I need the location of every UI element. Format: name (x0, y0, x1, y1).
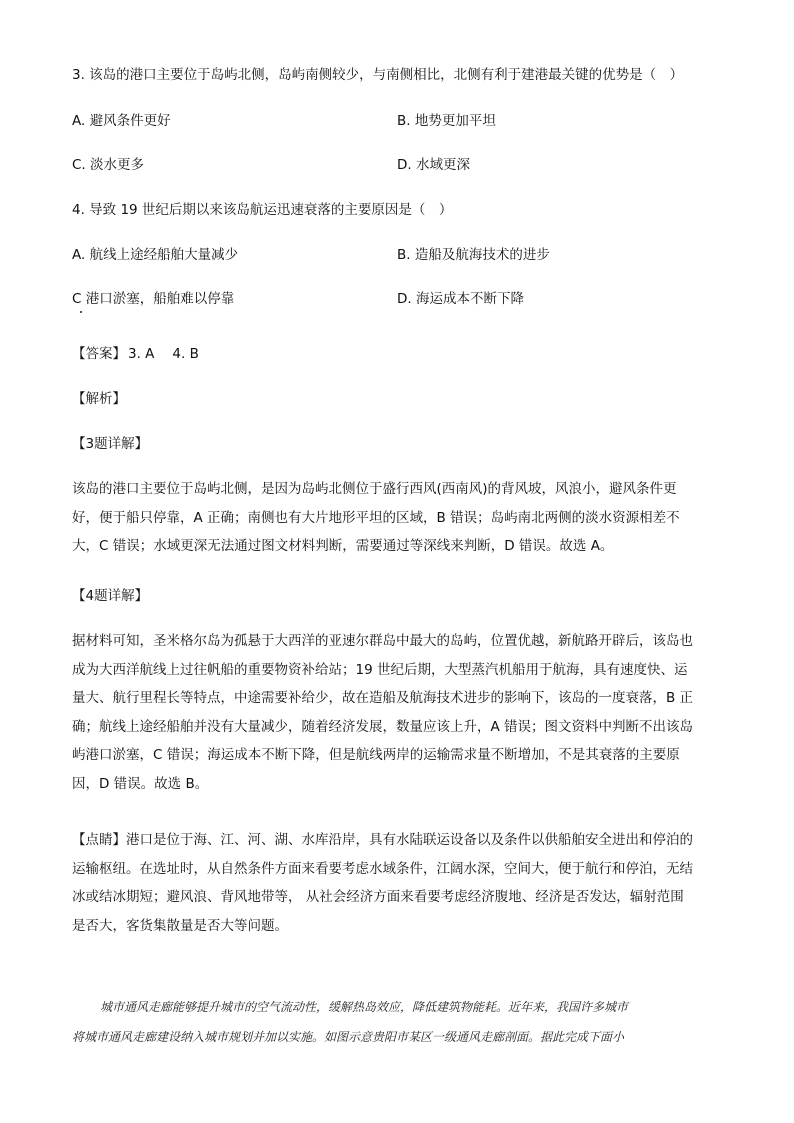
analysis-tag: 【解析】 (72, 391, 126, 407)
q4-option-d: D. 海运成本不断下降 (397, 291, 524, 307)
stray-dot (80, 311, 82, 313)
question-4-stem: 4. 导致 19 世纪后期以来该岛航运迅速衰落的主要原因是（ ） (72, 202, 453, 218)
tip-line-first (72, 826, 722, 855)
tip-tag: 【点睛】 (72, 832, 126, 848)
question-3-stem: 3. 该岛的港口主要位于岛屿北侧，岛屿南侧较少，与南侧相比，北侧有利于建港最关键的优势是（ ） (72, 67, 684, 83)
q4-option-a: A. 航线上途经船舶大量减少 (72, 247, 239, 263)
tip-line: 港口是位于海、江、河、湖、水库沿岸，具有水陆联运设备以及条件以供船舶安全进出和停泊的 (126, 832, 693, 848)
detail-4-line: 成为大西洋航线上过往帆船的重要物资补给站；19 世纪后期，大型蒸汽机船用于航海，具有速度快、运 (72, 661, 688, 678)
detail-3-line: 该岛的港口主要位于岛屿北侧，是因为岛屿北侧位于盛行西风(西南风)的背风坡，风浪小，避风条件更 (72, 481, 677, 497)
detail-4-line: 据材料可知，圣米格尔岛为孤悬于大西洋的亚速尔群岛中最大的岛屿，位置优越，新航路开辟后，该岛也 (72, 633, 693, 649)
tip-line: 运输枢纽。在选址时，从自然条件方面来看要考虑水域条件，江阔水深，空间大，便于航行和停泊，无结 (72, 860, 693, 877)
detail-3-paragraph (72, 475, 722, 561)
detail-4-tag: 【4题详解】 (72, 588, 149, 604)
q3-option-d: D. 水域更深 (397, 157, 470, 173)
detail-4-line: 确；航线上途经船舶并没有大量减少，随着经济发展，数量应该上升，A 错误；图文资料中判断不出该岛 (72, 718, 694, 735)
detail-4-line: 量大、航行里程长等特点，中途需要补给少，故在造船及航海技术进步的影响下，该岛的一度衰落，B 正 (72, 690, 694, 706)
detail-3-line: 好，便于船只停靠，A 正确；南侧也有大片地形平坦的区域，B 错误；岛屿南北两侧的淡水资源相差不 (72, 509, 680, 526)
answer-line (72, 346, 217, 363)
tip-paragraph (72, 826, 722, 940)
detail-4-line: 因，D 错误。故选 B。 (72, 775, 209, 792)
material-line: 将城市通风走廊建设纳入城市规划并加以实施。如图示意贵阳市某区一级通风走廊剖面。据此完成下面小 (72, 1030, 625, 1044)
material-line: 城市通风走廊能够提升城市的空气流动性，缓解热岛效应，降低建筑物能耗。近年来，我国许多城市 (100, 1000, 629, 1014)
q3-option-b: B. 地势更加平坦 (397, 113, 496, 129)
answer-3: 3. A (128, 346, 155, 362)
q4-option-c: C 港口淤塞，船舶难以停靠 (72, 291, 235, 307)
q3-option-c: C. 淡水更多 (72, 157, 145, 173)
detail-4-line: 屿港口淤塞，C 错误；海运成本不断下降，但是航线两岸的运输需求量不断增加，不是其衰落的主要原 (72, 747, 680, 763)
answer-4: 4. B (172, 346, 199, 362)
tip-line: 冰或结冰期短；避风浪、背风地带等， 从社会经济方面来看要考虑经济腹地、经济是否发达，辐射范围 (72, 889, 684, 905)
answer-tag: 【答案】 (72, 346, 126, 362)
q4-option-b: B. 造船及航海技术的进步 (397, 247, 550, 263)
detail-4-paragraph (72, 627, 722, 798)
q3-option-a: A. 避风条件更好 (72, 113, 171, 129)
detail-3-tag: 【3题详解】 (72, 436, 149, 452)
detail-3-line: 大，C 错误；水域更深无法通过图文材料判断，需要通过等深线来判断，D 错误。故选 A。 (72, 538, 614, 554)
tip-line: 是否大，客货集散量是否大等问题。 (72, 917, 288, 934)
